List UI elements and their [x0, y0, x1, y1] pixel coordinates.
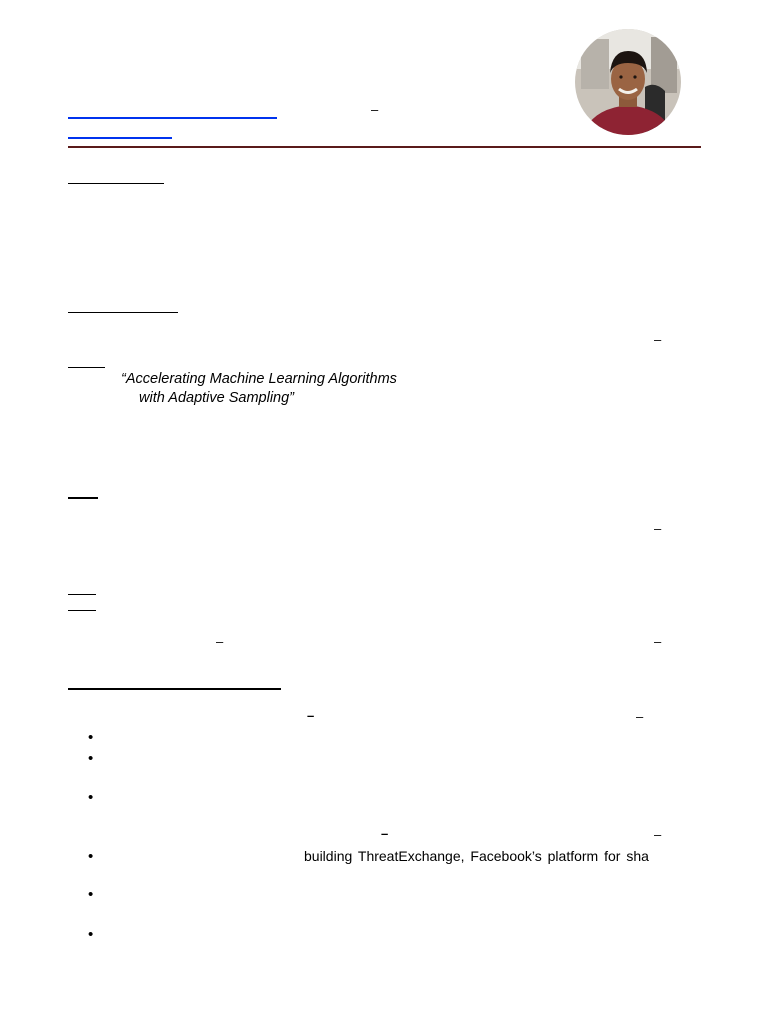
website-link[interactable] — [68, 117, 277, 119]
header-dash: – — [371, 102, 379, 117]
thesis-title-line-1: “Accelerating Machine Learning Algorithms — [121, 371, 397, 387]
job1-bullet-3: • — [88, 789, 94, 806]
email-link[interactable] — [68, 137, 172, 139]
section-heading-underline-1 — [68, 183, 164, 184]
job2-dash-date: – — [654, 827, 662, 842]
section-heading-underline-3 — [68, 497, 98, 499]
job2-bullet-3: • — [88, 926, 94, 943]
thesis-title-line-2: with Adaptive Sampling” — [139, 390, 295, 406]
subheading-underline-2 — [68, 594, 96, 595]
job2-dash-bold: – — [381, 826, 389, 841]
header-divider — [68, 146, 701, 148]
profile-photo-image — [575, 29, 681, 135]
job1-dash-date: – — [636, 709, 644, 724]
profile-photo — [575, 29, 681, 135]
education-dash-1: – — [654, 521, 662, 536]
job2-bullet-1-text: building ThreatExchange, Facebook’s platform for sha — [304, 848, 649, 864]
job1-bullet-2: • — [88, 750, 94, 767]
job2-bullet-1: • — [88, 848, 94, 865]
experience-heading-underline — [68, 688, 281, 690]
subheading-underline — [68, 367, 105, 368]
subheading-underline-3 — [68, 610, 96, 611]
job2-bullet-2: • — [88, 886, 94, 903]
education-dash-3: – — [654, 634, 662, 649]
job1-dash-bold: – — [307, 708, 315, 723]
research-dash: – — [654, 332, 662, 347]
education-dash-2: – — [216, 634, 224, 649]
job1-bullet-1: • — [88, 729, 94, 746]
section-heading-underline-2 — [68, 312, 178, 313]
